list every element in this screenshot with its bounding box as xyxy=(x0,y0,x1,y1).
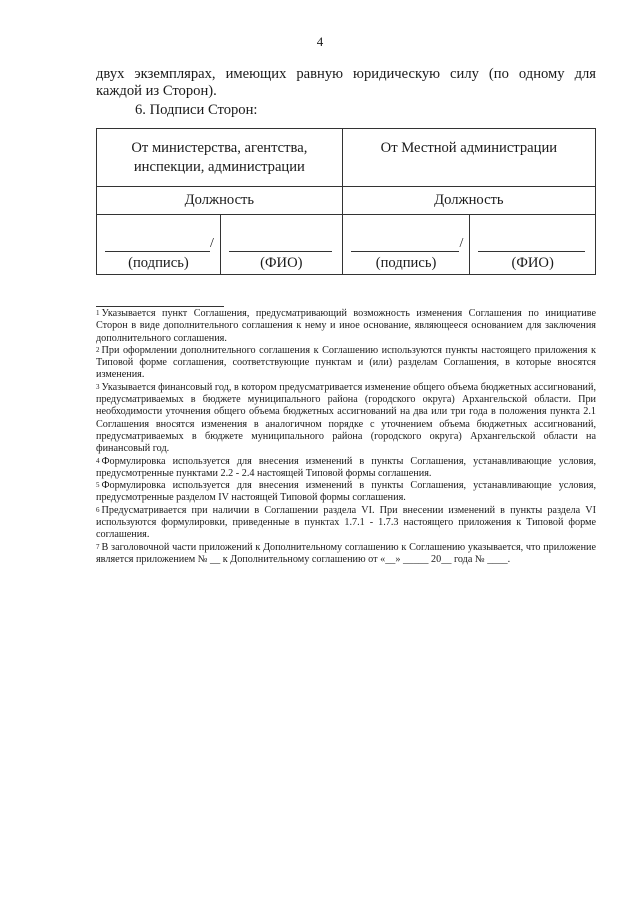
footnote-number: 1 xyxy=(96,309,100,317)
local-admin-header-text: От Местной администрации xyxy=(380,140,558,156)
local-admin-signature-cell xyxy=(342,215,470,275)
footnote-text: При оформлении дополнительного соглашения к Соглашению используются пункты настоящего приложения к Типовой форме соглашения, соответствующие пунктам и (или) разделам Соглашения, в которые вносятся изменения. xyxy=(96,344,596,381)
footnote-number: 5 xyxy=(96,481,100,490)
footnote xyxy=(96,542,596,567)
name-caption: (ФИО) xyxy=(511,255,554,271)
footnote-text: Указывается финансовый год, в котором предусматривается изменение общего объема бюджетных ассигнований, предусматриваемых в бюджете муниципального района (городского округа) Архангельской области. При необходимости уточнения общего объема бюджетных ассигнований на два или три года в положения пункта 2.1 Соглашения вносятся изменения в аналогичном порядке с уточнением объема бюджетных ассигнований, предусматриваемых в бюджете муниципального района (городского округа) Архангельской области на финансовый год. xyxy=(96,381,596,455)
footnote-text: Предусматривается при наличии в Соглашении раздела VI. При внесении изменений в пункты раздела VI используются формулировки, приведенные в пунктах 1.7.1 - 1.7.3 настоящего приложения к Типовой форме соглашения. xyxy=(96,504,596,541)
ministry-header xyxy=(97,129,343,187)
slash-mark: / xyxy=(459,236,464,251)
ministry-name-cell xyxy=(220,215,342,275)
local-admin-name-cell xyxy=(470,215,596,275)
footnotes xyxy=(96,308,596,566)
footnote-text: В заголовочной части приложений к Дополнительному соглашению к Соглашению указывается, что приложение является приложением № __ к Дополнительному соглашению от «__» _____ 20__ года № ____. xyxy=(96,541,596,565)
footnote-number: 7 xyxy=(96,542,100,551)
footnote-number: 2 xyxy=(96,345,100,354)
footnote xyxy=(96,382,596,456)
footnote xyxy=(96,456,596,481)
local-admin-header xyxy=(342,129,595,187)
footnote-number: 6 xyxy=(96,505,100,514)
paragraph-line-1: двух экземплярах, имеющих равную юридическую силу (по одному для xyxy=(96,66,596,82)
signature-line xyxy=(351,251,460,252)
footnote-text: Формулировка используется для внесения изменений в пункты Соглашения, устанавливающие условия, предусмотренные пунктами 2.2 - 2.4 настоящей Типовой формы соглашения. xyxy=(96,455,596,479)
ministry-header-text: От министерства, агентства, инспекции, администрации xyxy=(131,139,308,175)
page-number: 4 xyxy=(316,34,324,49)
signature-caption: (подпись) xyxy=(375,255,437,271)
footnote-text: Формулировка используется для внесения изменений в пункты Соглашения, устанавливающие условия, предусмотренные разделом IV настоящей Типовой формы соглашения. xyxy=(96,480,596,504)
name-line xyxy=(229,251,332,252)
slash-mark: / xyxy=(209,236,214,251)
footnote-number: 3 xyxy=(96,382,100,391)
footnote-number: 4 xyxy=(96,456,100,465)
name-caption: (ФИО) xyxy=(260,255,303,271)
ministry-position-label: Должность xyxy=(97,187,343,215)
signature-caption: (подпись) xyxy=(128,255,189,271)
body-paragraph xyxy=(96,66,596,100)
signature-table xyxy=(96,128,596,275)
footnote xyxy=(96,480,596,505)
name-line xyxy=(478,251,585,252)
footnote xyxy=(96,505,596,542)
paragraph-line-2: каждой из Сторон). xyxy=(96,83,217,99)
footnote-text: Указывается пункт Соглашения, предусматривающий возможность изменения Соглашения по инициативе Сторон в виде дополнительного соглашения к нему и иное основание, являющееся основанием для заключения дополнительного соглашения. xyxy=(96,308,596,344)
signature-line xyxy=(105,251,210,252)
footnote-separator xyxy=(96,306,224,307)
local-admin-position-label: Должность xyxy=(342,187,595,215)
footnote xyxy=(96,308,596,345)
footnote xyxy=(96,345,596,382)
section-title: 6. Подписи Сторон: xyxy=(135,102,258,118)
ministry-signature-cell xyxy=(97,215,221,275)
